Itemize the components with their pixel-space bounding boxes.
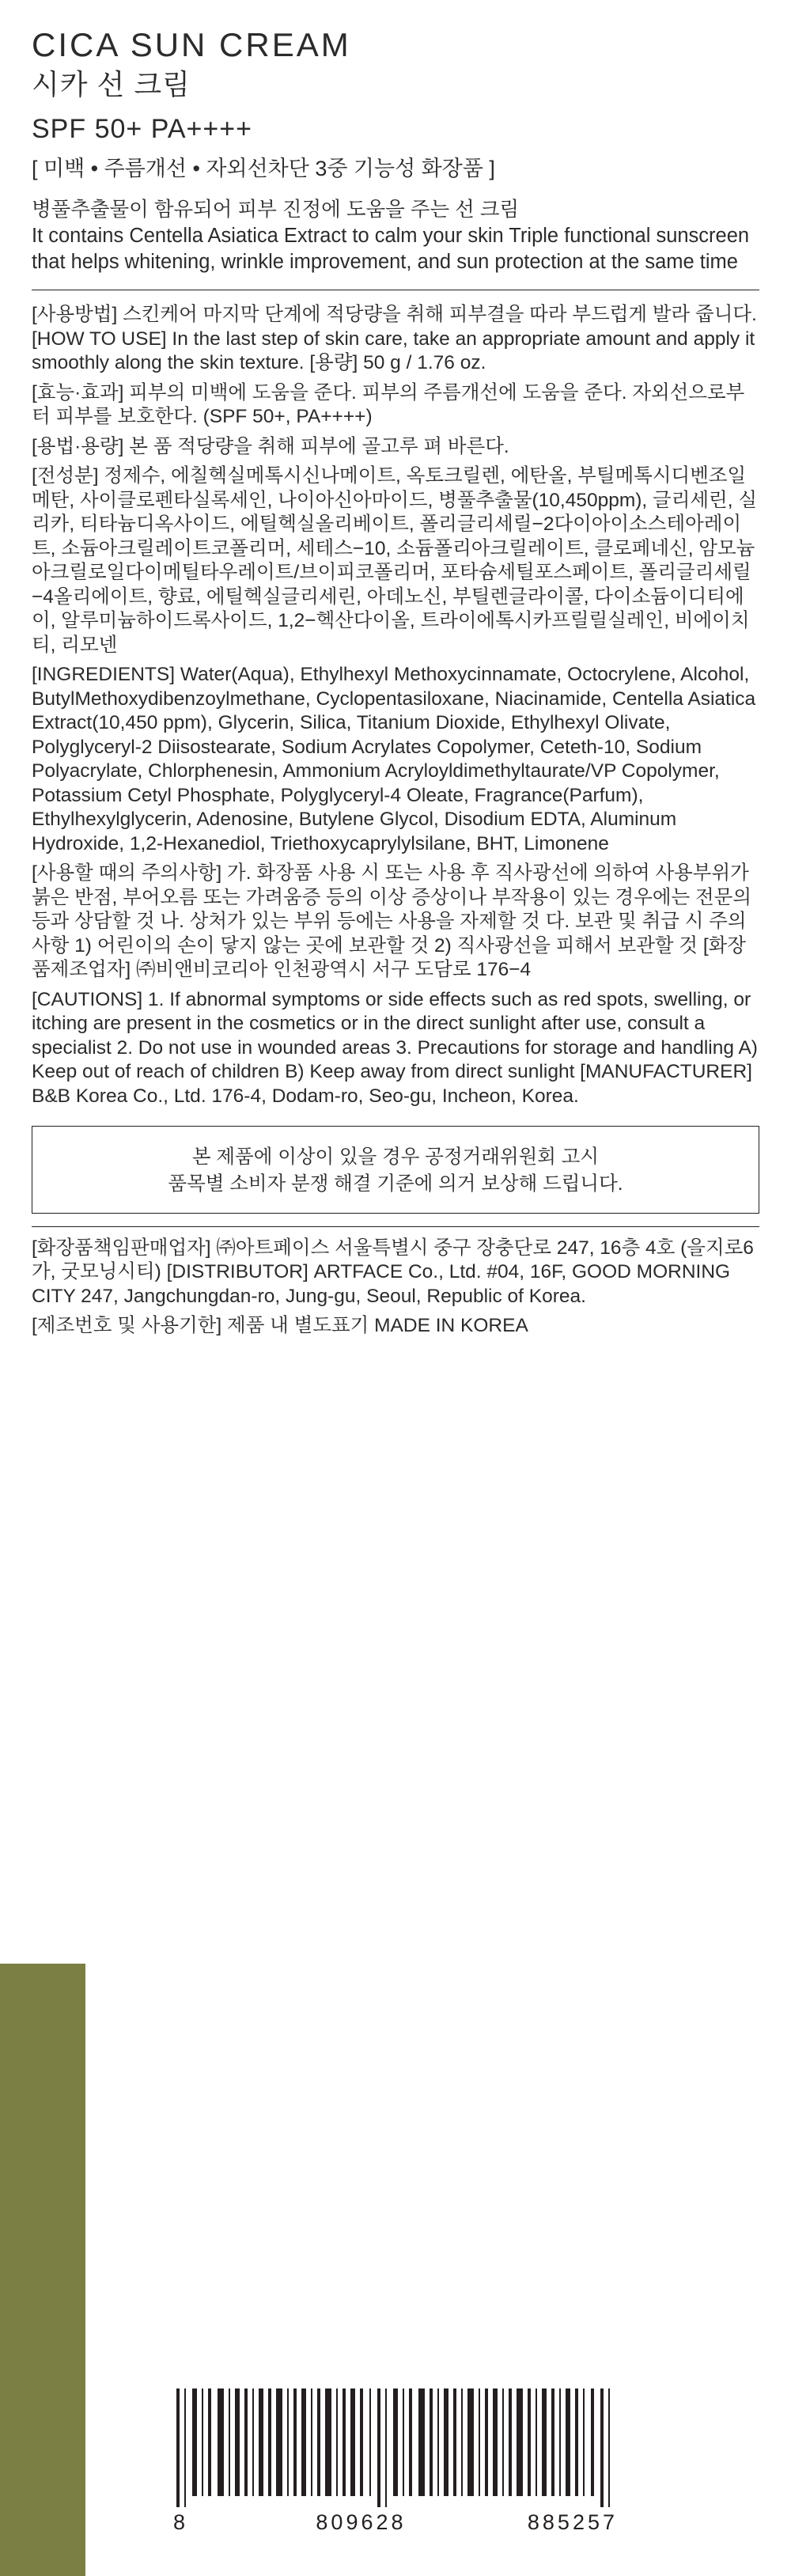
efficacy-section: [효능·효과] 피부의 미백에 도움을 준다. 피부의 주름개선에 도움을 준다. 자외선으로부터 피부를 보호한다. (SPF 50+, PA++++) (32, 381, 745, 428)
page-title: CICA SUN CREAM (32, 26, 351, 63)
consumer-notice-line-2: 품목별 소비자 분쟁 해결 기준에 의거 보상해 드립니다. (168, 1172, 623, 1195)
usage-amount-section: [용법·용량] 본 품 적당량을 취해 피부에 골고루 펴 바른다. (32, 435, 509, 457)
barcode-image (170, 2388, 621, 2507)
barcode-area (0, 2370, 791, 2576)
lot-and-expiry-section: [제조번호 및 사용기한] 제품 내 별도표기 MADE IN KOREA (32, 1315, 528, 1337)
barcode-lead-digit: 8 (173, 2510, 187, 2534)
ingredients-korean-section: [전성분] 정제수, 에칠헥실메톡시신나메이트, 옥토크릴렌, 에탄올, 부틸메톡시디벤조일메탄, 사이클로펜타실록세인, 나이아신아마이드, 병풀추출물(10,450ppm), 글리세린, 실리카, 티타늄디옥사이드, 에틸헥실올리베이트, 폴리글리세릴−2다이아이소스테아레이트, 소듐아크릴레이트코폴리머, 세테스−10, 소듐폴리아크릴레이트, 클로페네신, 암모늄아크릴로일다이메틸타우레이트/브이피코폴리머, 포타슘세틸포스페이트, 폴리글리세릴−4올리에이트, 향료, 에틸헥실글리세린, 아데노신, 부틸렌글라이콜, 다이소듐이디티에이, 알루미늄하이드록사이드, 1,2−헥산다이올, 트라이에톡시카프릴릴실레인, 비에이치티, 리모넨 (32, 465, 757, 656)
barcode-group-left: 809628 (316, 2510, 407, 2534)
distributor-section: [화장품책임판매업자] ㈜아트페이스 서울특별시 중구 장충단로 247, 16층 4호 (을지로6가, 굿모닝시티) [DISTRIBUTOR] ARTFACE Co., Ltd. #04, 16F, GOOD MORNING CITY 247, Jangchungdan-ro, Jung-gu, Seoul, Republic of Korea. (32, 1237, 754, 1307)
barcode-digits (170, 2510, 621, 2535)
cautions-english-section: [CAUTIONS] 1. If abnormal symptoms or side effects such as red spots, swelling, or itching are present in the cosmetics or in the direct sunlight after use, consult a specialist 2. Do not use in wounded areas 3. Precautions for storage and handling A) Keep out of reach of children B) Keep away from direct sunlight [MANUFACTURER] B&B Korea Co., Ltd. 176-4, Dodam-ro, Seo-gu, Incheon, Korea. (32, 988, 758, 1107)
divider-distributor (32, 1226, 759, 1227)
page-title-korean: 시카 선 크림 (32, 68, 191, 101)
description-english: It contains Centella Asiatica Extract to calm your skin Triple functional sunscreen that helps whitening, wrinkle improvement, and sun protection at the same time (32, 225, 750, 274)
description-block (32, 197, 759, 275)
consumer-notice-line-1: 본 제품에 이상이 있을 경우 공정거래위원회 고시 (191, 1146, 600, 1169)
barcode-group-right: 885257 (527, 2510, 618, 2534)
functional-claim: [ 미백 • 주름개선 • 자외선차단 3중 기능성 화장품 ] (32, 156, 495, 180)
bottom-spacer (32, 1344, 759, 1582)
cautions-korean-section: [사용할 때의 주의사항] 가. 화장품 사용 시 또는 사용 후 직사광선에 의하여 사용부위가 붉은 반점, 부어오름 또는 가려움증 등의 이상 증상이나 부작용이 있는 경우에는 전문의 등과 상담할 것 나. 상처가 있는 부위 등에는 사용을 자제할 것 다. 보관 및 취급 시 주의사항 1) 어린이의 손이 닿지 않는 곳에 보관할 것 2) 직사광선을 피해서 보관할 것 [화장품제조업자] ㈜비앤비코리아 인천광역시 서구 도담로 176−4 (32, 862, 752, 981)
ingredients-english-section: [INGREDIENTS] Water(Aqua), Ethylhexyl Methoxycinnamate, Octocrylene, Alcohol, ButylMethoxydibenzoylmethane, Cyclopentasiloxane, Niacinamide, Centella Asiatica Extract(10,450 ppm), Glycerin, Silica, Titanium Dioxide, Ethylhexyl Olivate, Polyglyceryl-2 Diisostearate, Sodium Acrylates Copolymer, Ceteth-10, Sodium Polyacrylate, Chlorphenesin, Ammonium Acryloyldimethyltaurate/VP Copolymer, Potassium Cetyl Phosphate, Polyglyceryl-4 Oleate, Fragrance(Parfum), Ethylhexylglycerin, Adenosine, Butylene Glycol, Disodium EDTA, Aluminum Hydroxide, 1,2-Hexanediol, Triethoxycaprylylsilane, BHT, Limonene (32, 664, 756, 854)
consumer-notice-box (32, 1126, 759, 1213)
how-to-use-section: [사용방법] 스킨케어 마지막 단계에 적당량을 취해 피부결을 따라 부드럽게 발라 줍니다. [HOW TO USE] In the last step of skin care, take an appropriate amount and apply it smoothly along the skin texture. [용량] 50 g / 1.76 oz. (32, 304, 757, 374)
description-korean: 병풀추출물이 함유되어 피부 진정에 도움을 주는 선 크림 (32, 199, 520, 222)
spf-rating: SPF 50+ PA++++ (32, 113, 252, 144)
barcode-block (170, 2388, 621, 2535)
